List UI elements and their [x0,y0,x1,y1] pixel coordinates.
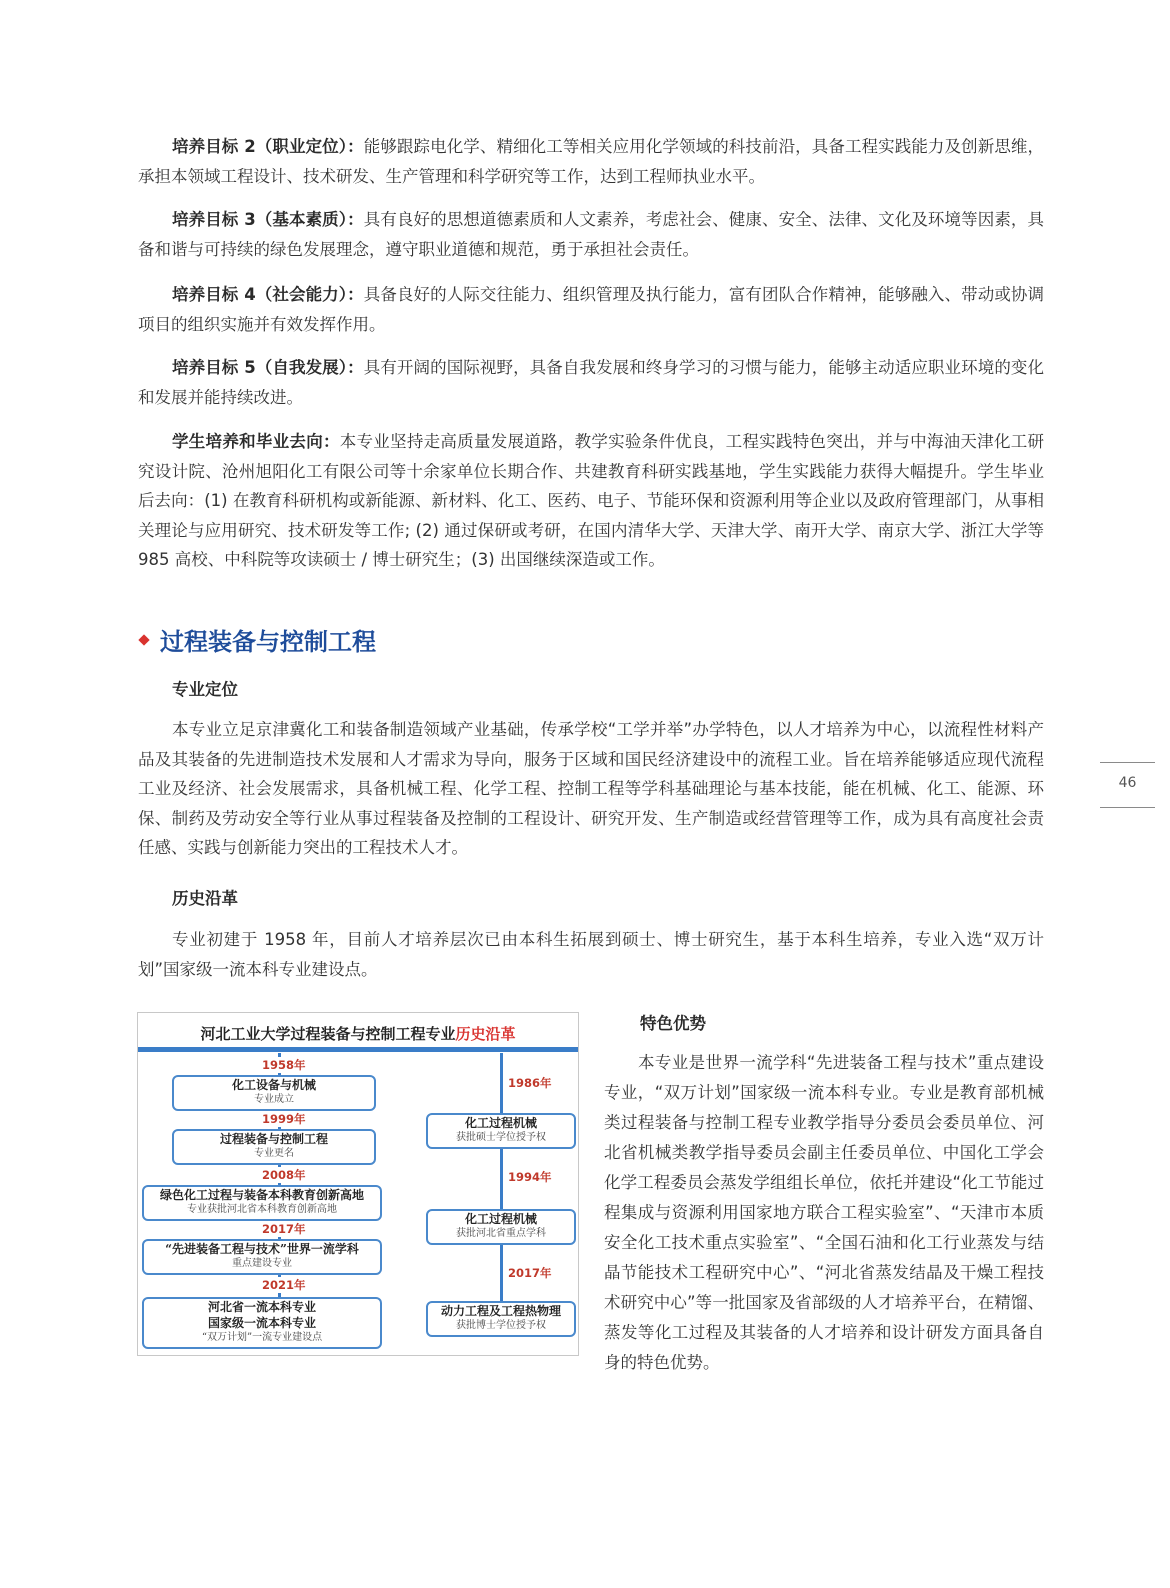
timeline-box [172,1129,376,1165]
timeline-box-title-2: 国家级一流本科专业 [207,1316,316,1330]
timeline-box-sub: “双万计划”一流专业建设点 [201,1332,323,1343]
timeline-box-title: 化工过程机械 [464,1212,537,1226]
timeline-box [426,1113,576,1149]
timeline-box [142,1297,382,1349]
timeline-box-sub: 专业获批河北省本科教育创新高地 [187,1204,337,1215]
timeline-box-sub: 获批硕士学位授予权 [456,1132,546,1143]
timeline-box [142,1239,382,1275]
page-number: 46 [1118,775,1137,791]
timeline-box-sub: 获批博士学位授予权 [456,1320,546,1331]
features-heading: 特色优势 [640,1014,706,1033]
positioning-heading: 专业定位 [172,680,238,699]
timeline-year: 1994年 [508,1170,552,1184]
goal-3-paragraph [138,205,1044,264]
history-diagram [137,1012,579,1356]
diagram-title-prefix: 河北工业大学过程装备与控制工程专业 [200,1025,456,1043]
positioning-text: 本专业立足京津冀化工和装备制造领域产业基础，传承学校“工学并举”办学特色，以人才培养为中心，以流程性材料产品及其装备的先进制造技术发展和人才需求为导向，服务于区域和国民经济建设中的流程工业。旨在培养能够适应现代流程工业及经济、社会发展需求，具备机械工程、化学工程、控制工程等学科基础理论与基本技能，能在机械、化工、能源、环保、制药及劳动安全等行业从事过程装备及控制的工程设计、研究开发、生产制造或经营管理等工作，成为具有高度社会责任感、实践与创新能力突出的工程技术人才。 [138,720,1044,857]
timeline-year: 2017年 [508,1266,552,1280]
graduation-label: 学生培养和毕业去向： [172,432,340,451]
graduation-text: 本专业坚持走高质量发展道路，教学实验条件优良，工程实践特色突出，并与中海油天津化工研究设计院、沧州旭阳化工有限公司等十余家单位长期合作、共建教育科研实践基地，学生实践能力获得大幅提升。学生毕业后去向：(1) 在教育科研机构或新能源、新材料、化工、医药、电子、节能环保和资源利用等企业以及政府管理部门，从事相关理论与应用研究、技术研发等工作; (2) 通过保研或考研，在国内清华大学、天津大学、南开大学、南京大学、浙江大学等 985 高校、中科院等攻读硕士 / 博士研究生；(3) 出国继续深造或工作。 [138,432,1045,569]
goal-2-label: 培养目标 2（职业定位）： [172,137,364,156]
graduation-paragraph [138,427,1044,575]
timeline-box-title: 化工过程机械 [464,1116,537,1130]
page-number-box [1100,762,1155,808]
timeline-box-sub: 获批河北省重点学科 [456,1228,546,1239]
goal-2-paragraph [138,132,1044,191]
diagram-title [138,1023,578,1044]
timeline-box-title: “先进装备工程与技术”世界一流学科 [165,1242,359,1256]
timeline-box [142,1185,382,1221]
history-text: 专业初建于 1958 年，目前人才培养层次已由本科生拓展到硕士、博士研究生，基于本科生培养，专业入选“双万计划”国家级一流本科专业建设点。 [138,930,1044,979]
timeline-year: 2008年 [262,1168,306,1182]
timeline-box [426,1301,576,1337]
goal-5-label: 培养目标 5（自我发展）： [172,358,364,377]
timeline-box-title: 河北省一流本科专业 [207,1300,316,1314]
goal-4-text: 具备良好的人际交往能力、组织管理及执行能力，富有团队合作精神，能够融入、带动或协调项目的组织实施并有效发挥作用。 [138,285,1045,334]
goal-2-text: 能够跟踪电化学、精细化工等相关应用化学领域的科技前沿，具备工程实践能力及创新思维，承担本领域工程设计、技术研发、生产管理和科学研究等工作，达到工程师执业水平。 [138,137,1045,186]
timeline-year: 2021年 [262,1278,306,1292]
timeline-box-sub: 重点建设专业 [232,1258,292,1269]
features-text: 本专业是世界一流学科“先进装备工程与技术”重点建设专业，“双万计划”国家级一流本科专业。专业是教育部机械类过程装备与控制工程专业教学指导分委员会委员单位、河北省机械类教学指导委员会副主任委员单位、中国化工学会化学工程委员会蒸发学组组长单位，依托并建设“化工节能过程集成与资源利用国家地方联合工程实验室”、“天津市本质安全化工技术重点实验室”、“全国石油和化工行业蒸发与结晶节能技术工程研究中心”、“河北省蒸发结晶及干燥工程技术研究中心”等一批国家及省部级的人才培养平台，在精馏、蒸发等化工过程及其装备的人才培养和设计研发方面具备自身的特色优势。 [604,1053,1044,1372]
timeline-box-title: 绿色化工过程与装备本科教育创新高地 [159,1188,364,1202]
timeline-box-title: 过程装备与控制工程 [219,1132,328,1146]
section-title [138,622,376,657]
timeline-box-sub: 专业成立 [254,1094,294,1105]
diagram-title-bar [138,1047,578,1052]
timeline-box-sub: 专业更名 [254,1148,294,1159]
goal-4-label: 培养目标 4（社会能力）： [172,285,364,304]
diagram-title-highlight: 历史沿革 [455,1025,516,1043]
timeline-box-title: 动力工程及工程热物理 [440,1304,561,1318]
timeline-box-title: 化工设备与机械 [231,1078,316,1092]
timeline-box [426,1209,576,1245]
diamond-bullet-icon [138,634,149,645]
timeline-year: 2017年 [262,1222,306,1236]
goal-5-paragraph [138,353,1044,412]
goal-5-text: 具有开阔的国际视野，具备自我发展和终身学习的习惯与能力，能够主动适应职业环境的变化和发展并能持续改进。 [138,358,1045,407]
section-title-text: 过程装备与控制工程 [160,628,376,656]
timeline-box [172,1075,376,1111]
goal-3-label: 培养目标 3（基本素质）： [172,210,364,229]
goal-3-text: 具有良好的思想道德素质和人文素养，考虑社会、健康、安全、法律、文化及环境等因素，具备和谐与可持续的绿色发展理念，遵守职业道德和规范，勇于承担社会责任。 [138,210,1045,259]
history-heading: 历史沿革 [172,889,238,908]
timeline-year: 1999年 [262,1112,306,1126]
goal-4-paragraph [138,280,1044,339]
right-timeline-line [500,1053,503,1323]
timeline-year: 1986年 [508,1076,552,1090]
timeline-year: 1958年 [262,1058,306,1072]
